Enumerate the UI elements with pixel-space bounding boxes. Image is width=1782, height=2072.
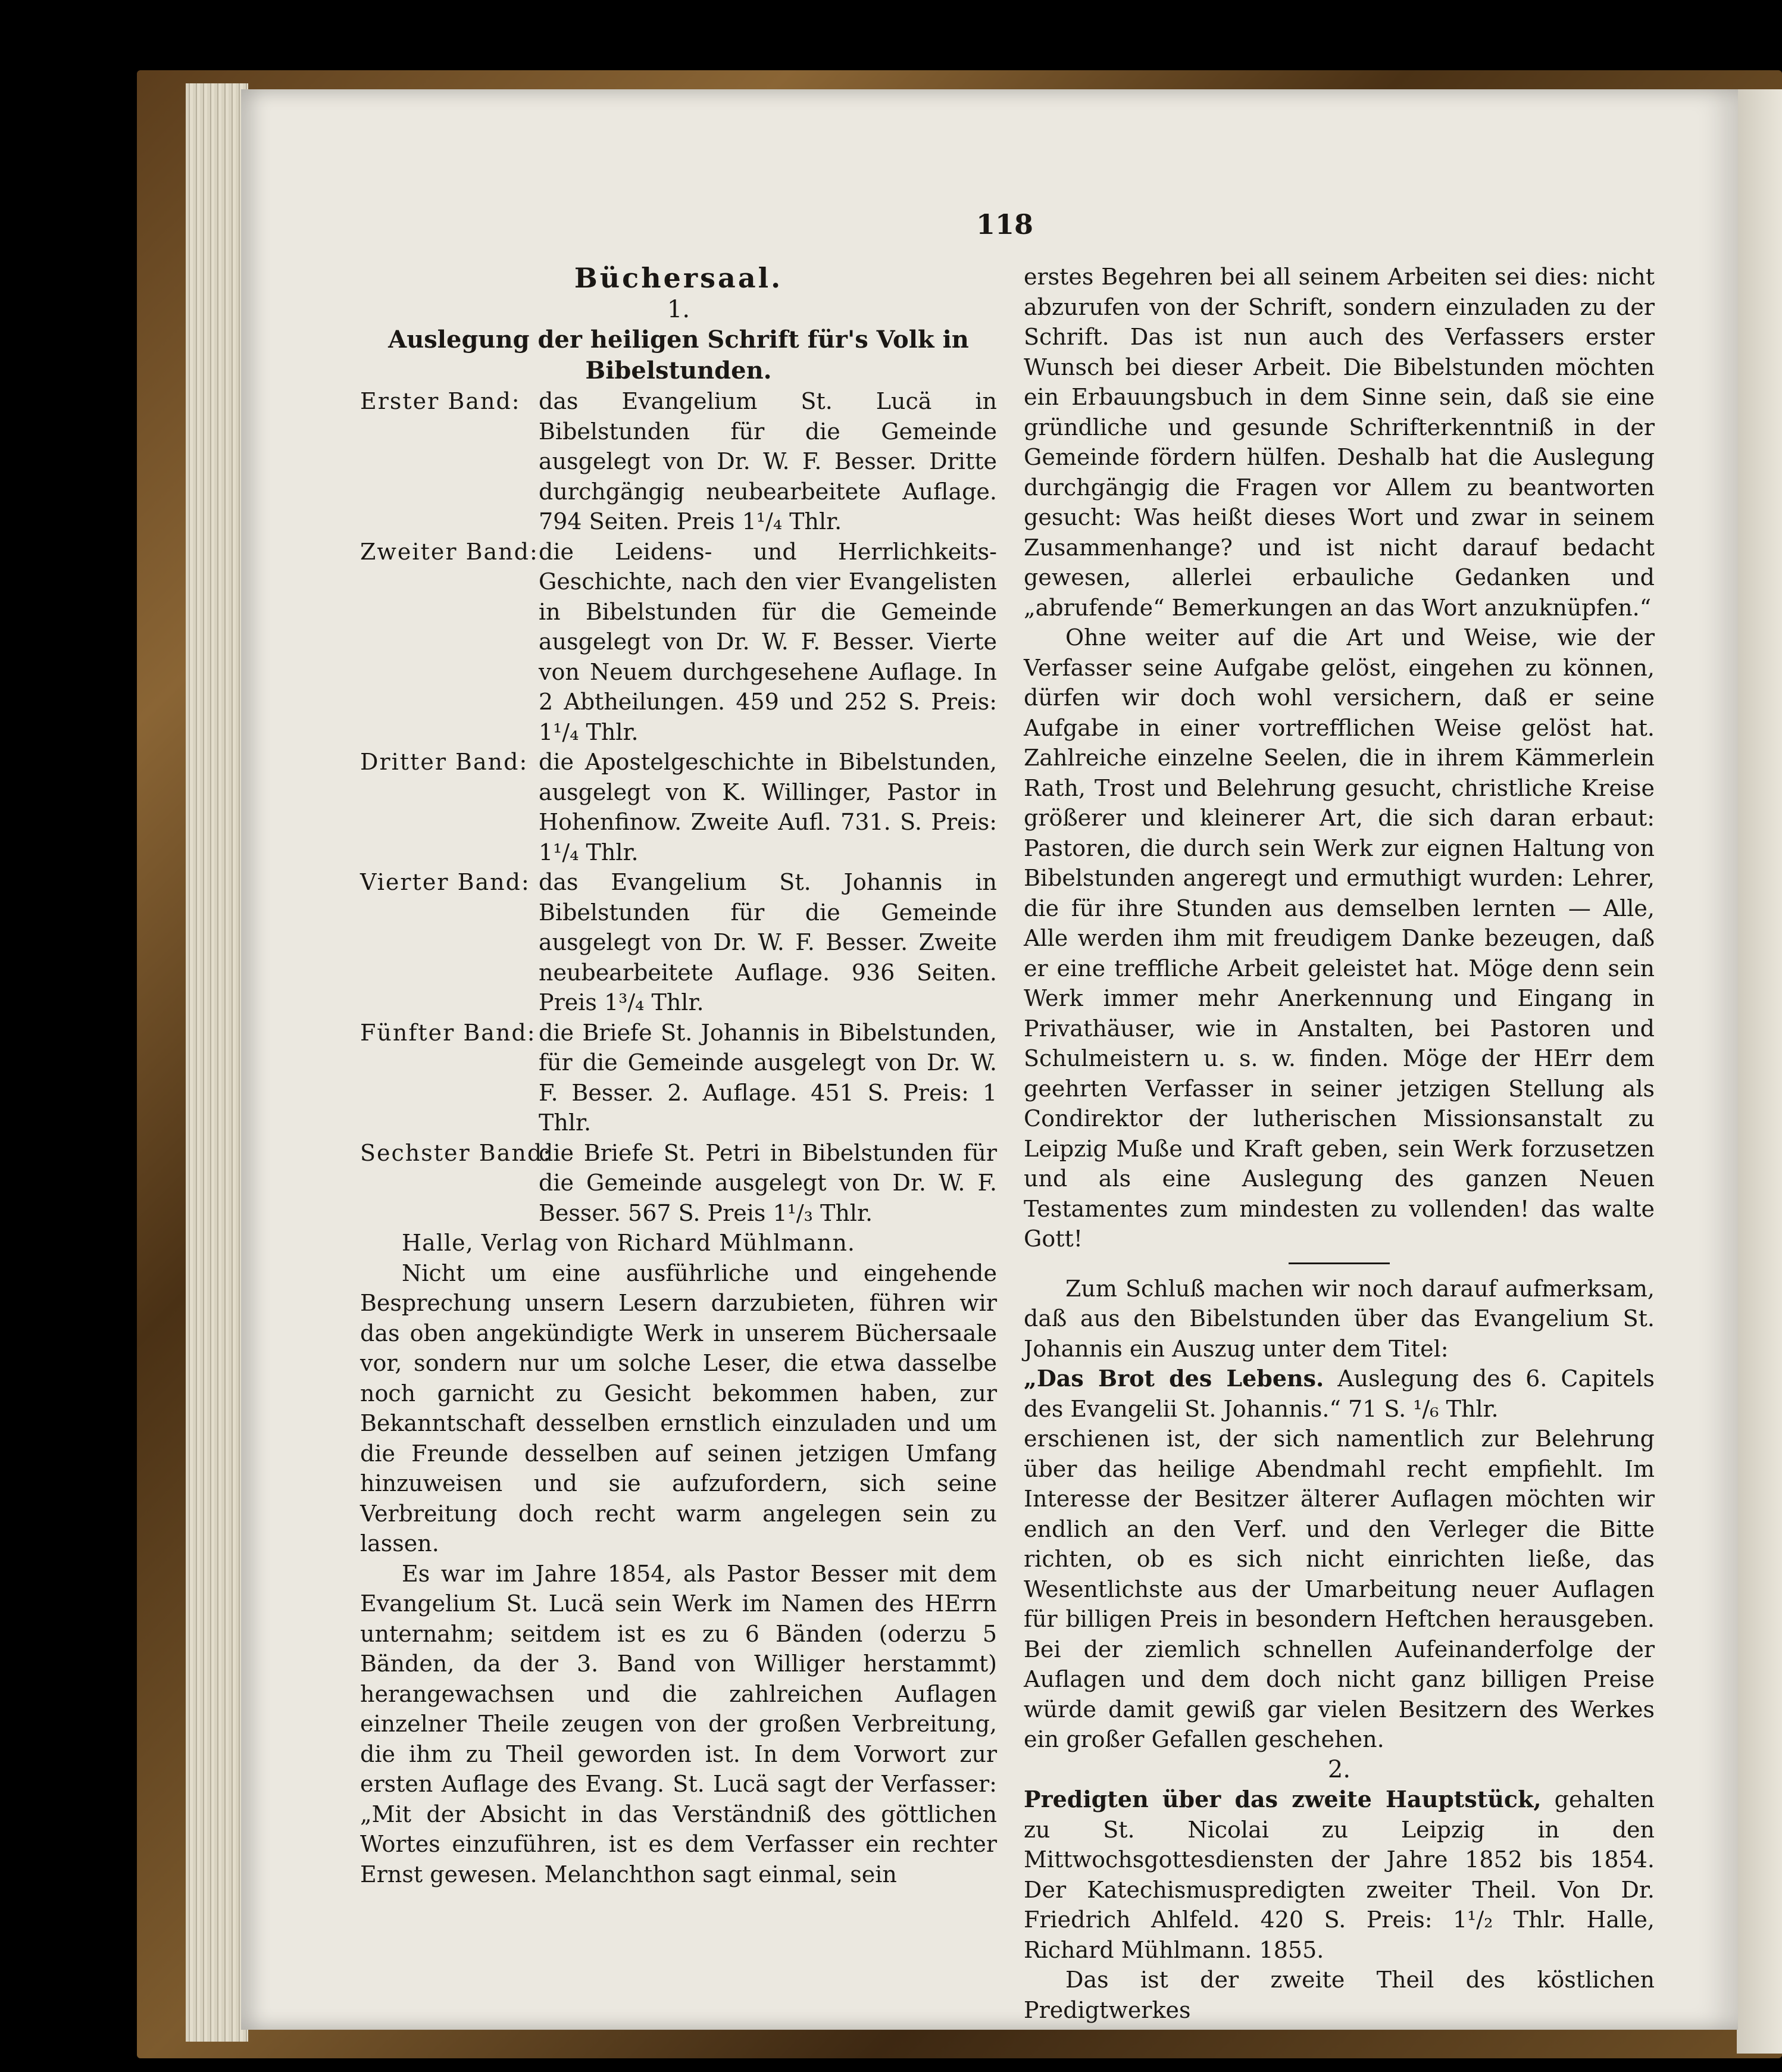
volume-entry (360, 1018, 997, 1138)
volume-label: Erster Band: (360, 388, 521, 414)
body-paragraph: Es war im Jahre 1854, als Pastor Besser mit dem Evangelium St. Lucä sein Werk im Namen des HErrn unternahm; seitdem ist es zu 6 Bänden (oderzu 5 Bänden, da der 3. Band von Williger herstammt) herangewachsen und die zahlreichen Auflagen einzelner Theile zeugen von der großen Verbreitung, die ihm zu Theil geworden ist. In dem Vorwort zur ersten Auflage des Evang. St. Lucä sagt der Verfasser: „Mit der Absicht in das Verständniß des göttlichen Wortes einzuführen, ist es dem Verfasser ein rechter Ernst gewesen. Melanchthon sagt einmal, sein (360, 1560, 997, 1887)
review-number-1: 1. (667, 295, 690, 323)
volume-label: Fünfter Band: (360, 1019, 536, 1046)
review-number-2: 2. (1327, 1755, 1351, 1783)
volume-entry (360, 867, 997, 1018)
review-citation-2 (1024, 1785, 1655, 1965)
review-title-1: Auslegung der heiligen Schrift für's Volk in Bibelstunden. (388, 326, 969, 385)
body-paragraph: erschienen ist, der sich namentlich zur Belehrung über das heilige Abendmahl recht empfiehlt. Im Interesse der Besitzer älterer Auflagen möchten wir endlich an den Verf. und den Verleger die Bitte richten, ob es sich nicht einrichten ließe, das Wesentlichste aus der Umarbeitung neuer Auflagen für billigen Preis in besondern Heftchen herausgeben. Bei der ziemlich schnellen Aufeinanderfolge der Auflagen und dem doch nicht ganz billigen Preise würde damit gewiß gar vielen Besitzern des Werkes ein großer Gefallen geschehen. (1024, 1426, 1655, 1752)
body-paragraph: Das ist der zweite Theil des köstlichen Predigtwerkes (1024, 1967, 1655, 2023)
volume-text: das Evangelium St. Johannis in Bibelstunden für die Gemeinde ausgelegt von Dr. W. F. Besser. Zweite neubearbeitete Auflage. 936 Seiten. Preis 1³/₄ Thlr. (539, 869, 997, 1015)
volume-entry (360, 386, 997, 537)
volume-text: die Apostelgeschichte in Bibelstunden, ausgelegt von K. Willinger, Pastor in Hohenfinow. Zweite Aufl. 731. S. Preis: 1¹/₄ Thlr. (539, 749, 997, 865)
review-details-2: gehalten zu St. Nicolai zu Leipzig in den Mittwochsgottesdiensten der Jahre 1852 bis 1854. Der Katechismuspredigten zweiter Theil. Von Dr. Friedrich Ahlfeld. 420 S. Preis: 1¹/₂ Thlr. Halle, Richard Mühlmann. 1855. (1024, 1786, 1655, 1963)
volume-label: Zweiter Band: (360, 538, 539, 565)
body-paragraph: erstes Begehren bei all seinem Arbeiten sei dies: nicht abzurufen von der Schrift, sondern einzuladen zu der Schrift. Das ist nun auch des Verfassers erster Wunsch bei dieser Arbeit. Die Bibelstunden möchten ein Erbauungsbuch in dem Sinne sein, daß sie eine gründliche und gesunde Schrifterkenntniß in der Gemeinde fördern hülfen. Deshalb hat die Auslegung durchgängig die Fragen vor Allem zu beantworten gesucht: Was heißt dieses Wort und zwar in seinem Zusammenhange? und ist nicht darauf bedacht gewesen, allerlei erbauliche Gedanken und „abrufende“ Bemerkungen an das Wort anzuknüpfen.“ (1024, 264, 1655, 621)
publisher-imprint: Halle, Verlag von Richard Mühlmann. (402, 1230, 855, 1256)
section-divider (1289, 1262, 1390, 1264)
volume-text: die Briefe St. Johannis in Bibelstunden, für die Gemeinde ausgelegt von Dr. W. F. Besser. 2. Auflage. 451 S. Preis: 1 Thlr. (539, 1019, 997, 1136)
facing-page-edge (1737, 89, 1782, 2054)
review-title-2: Predigten über das zweite Hauptstück, (1024, 1786, 1542, 1812)
excerpt-citation (1024, 1364, 1655, 1424)
body-paragraph: Nicht um eine ausführliche und eingehende Besprechung unsern Lesern darzubieten, führen wir das oben angekündigte Werk in unserem Büchersaale vor, sondern nur um solche Leser, die etwa dasselbe noch garnicht zu Gesicht bekommen haben, zur Bekanntschaft desselben ernstlich einzuladen und um die Freunde desselben auf seinen jetzigen Umfang hinzuweisen und sie aufzufordern, sich seine Verbreitung doch recht warm angelegen sein zu lassen. (360, 1260, 997, 1557)
volume-entry (360, 1138, 997, 1229)
body-paragraph: Zum Schluß machen wir noch darauf aufmerksam, daß aus den Bibelstunden über das Evangelium St. Johannis ein Auszug unter dem Titel: (1024, 1275, 1655, 1362)
section-heading: Büchersaal. (574, 262, 783, 294)
volume-label: Vierter Band: (360, 869, 530, 895)
page-number: 118 (976, 208, 1034, 240)
volume-label: Sechster Band: (360, 1139, 552, 1166)
excerpt-details: Auslegung des 6. Capitels des Evangelii St. Johannis.“ 71 S. ¹/₆ Thlr. (1024, 1365, 1655, 1422)
excerpt-title: „Das Brot des Lebens. (1024, 1365, 1324, 1392)
volume-entry (360, 537, 997, 748)
volume-entry (360, 747, 997, 867)
volume-label: Dritter Band: (360, 749, 529, 775)
page-edges (186, 83, 248, 2042)
body-paragraph: Ohne weiter auf die Art und Weise, wie der Verfasser seine Aufgabe gelöst, eingehen zu können, dürfen wir doch wohl versichern, daß er seine Aufgabe in einer vortrefflichen Weise gelöst hat. Zahlreiche einzelne Seelen, die in ihrem Kämmerlein Rath, Trost und Belehrung gesucht, christliche Kreise größerer und kleinerer Art, die sich daran erbaut: Pastoren, die durch sein Werk zur eignen Haltung von Bibelstunden angeregt und ermuthigt wurden: Lehrer, die für ihre Stunden aus demselben lernten — Alle, Alle werden ihm mit freudigem Danke bezeugen, daß er eine treffliche Arbeit geleistet hat. Möge denn sein Werk immer mehr Anerkennung und Eingang in Privathäuser, wie in Anstalten, bei Pastoren und Schulmeistern u. s. w. finden. Möge der HErr dem geehrten Verfasser in seiner jetzigen Stellung als Condirektor der lutherischen Missionsanstalt zu Leipzig Muße und Kraft geben, sein Werk forzusetzen und als eine Auslegung des ganzen Neuen Testamentes zum mindesten zu vollenden! das walte Gott! (1024, 624, 1655, 1252)
volume-text: die Leidens- und Herrlichkeits-Geschichte, nach den vier Evangelisten in Bibelstunden für die Gemeinde ausgelegt von Dr. W. F. Besser. Vierte von Neuem durchgesehene Auflage. In 2 Abtheilungen. 459 und 252 S. Preis: 1¹/₄ Thlr. (539, 538, 997, 745)
volume-text: die Briefe St. Petri in Bibelstunden für die Gemeinde ausgelegt von Dr. W. F. Besser. 567 S. Preis 1¹/₃ Thlr. (539, 1139, 997, 1226)
right-column (1024, 262, 1655, 2025)
left-column (360, 262, 997, 1889)
volume-text: das Evangelium St. Lucä in Bibelstunden für die Gemeinde ausgelegt von Dr. W. F. Besser. Dritte durchgängig neubearbeitete Auflage. 794 Seiten. Preis 1¹/₄ Thlr. (539, 388, 997, 535)
